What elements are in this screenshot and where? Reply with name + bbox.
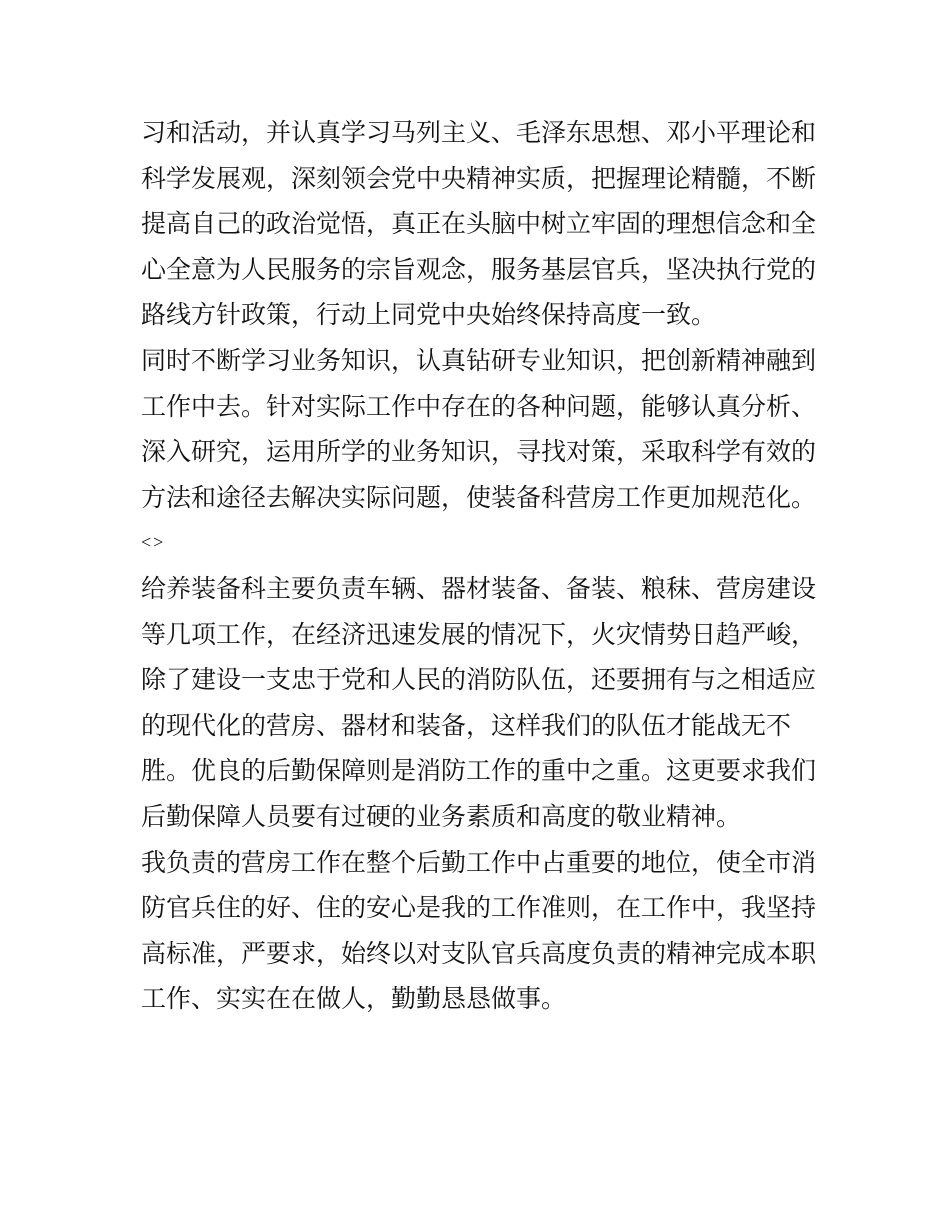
paragraph-1-line-5: 路线方针政策，行动上同党中央始终保持高度一致。 [141, 300, 717, 330]
paragraph-1 [141, 110, 821, 338]
paragraph-4-line-4: 工作、实实在在做人，勤勤恳恳做事。 [141, 984, 567, 1014]
paragraph-2-line-3: 深入研究，运用所学的业务知识，寻找对策，采取科学有效的 [141, 437, 817, 467]
paragraph-3-line-4: 的现代化的营房、器材和装备，这样我们的队伍才能战无不 [141, 710, 792, 740]
paragraph-1-line-1: 习和活动，并认真学习马列主义、毛泽东思想、邓小平理论和 [141, 118, 817, 147]
paragraph-2-line-1: 同时不断学习业务知识，认真钻研专业知识，把创新精神融到 [141, 345, 817, 375]
paragraph-3 [141, 566, 821, 840]
paragraph-4 [141, 840, 821, 1022]
paragraph-3-line-1: 给养装备科主要负责车辆、器材装备、备装、粮秣、营房建设 [141, 573, 817, 603]
paragraph-3-line-6: 后勤保障人员要有过硬的业务素质和高度的敬业精神。 [141, 801, 742, 831]
paragraph-4-line-3: 高标准，严要求，始终以对支队官兵高度负责的精神完成本职 [141, 938, 817, 968]
paragraph-3-line-5: 胜。优良的后勤保障则是消防工作的重中之重。这更要求我们 [141, 756, 817, 786]
section-marker: <> [141, 532, 166, 553]
paragraph-3-line-2: 等几项工作，在经济迅速发展的情况下，火灾情势日趋严峻， [141, 619, 817, 649]
paragraph-2-line-4: 方法和途径去解决实际问题，使装备科营房工作更加规范化。 [141, 482, 817, 512]
paragraph-4-line-1: 我负责的营房工作在整个后勤工作中占重要的地位，使全市消 [141, 847, 817, 877]
paragraph-1-line-2: 科学发展观，深刻领会党中央精神实质，把握理论精髓，不断 [141, 163, 817, 193]
paragraph-2-line-2: 工作中去。针对实际工作中存在的各种问题，能够认真分析、 [141, 391, 817, 421]
paragraph-3-line-3: 除了建设一支忠于党和人民的消防队伍，还要拥有与之相适应 [141, 665, 817, 695]
document-body [141, 110, 821, 1022]
paragraph-1-line-3: 提高自己的政治觉悟，真正在头脑中树立牢固的理想信念和全 [141, 209, 817, 239]
paragraph-4-line-2: 防官兵住的好、住的安心是我的工作准则，在工作中，我坚持 [141, 893, 817, 923]
paragraph-1-line-4: 心全意为人民服务的宗旨观念，服务基层官兵，坚决执行党的 [141, 254, 817, 284]
paragraph-2 [141, 338, 821, 520]
